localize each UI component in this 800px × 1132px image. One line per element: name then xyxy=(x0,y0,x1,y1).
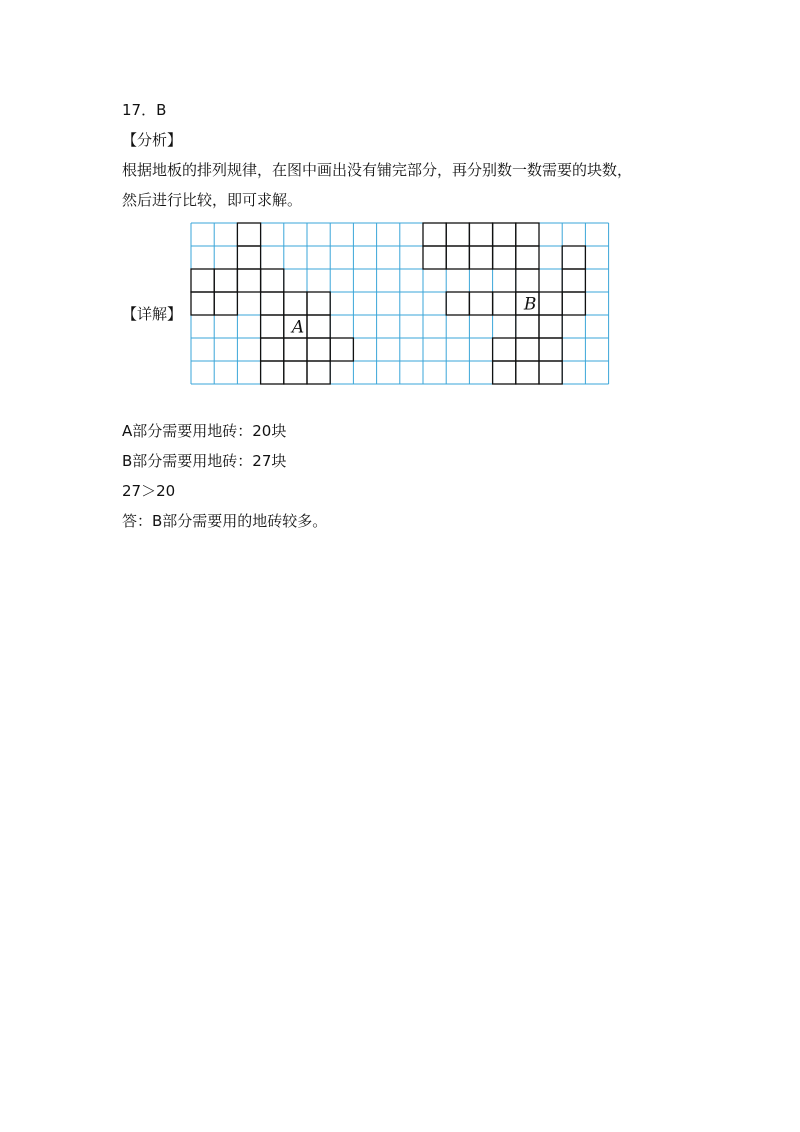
shape-a-tile xyxy=(261,361,284,384)
analysis-text-line-1: 根据地板的排列规律，在图中画出没有铺完部分，再分别数一数需要的块数， xyxy=(122,161,633,179)
shape-b-tile xyxy=(446,246,469,269)
shape-b-tile xyxy=(493,361,516,384)
shape-a-tile xyxy=(261,315,284,338)
shape-a-tile xyxy=(191,292,214,315)
shape-a-tile xyxy=(237,269,260,292)
shape-b-tile xyxy=(539,315,562,338)
detail-label: 【详解】 xyxy=(122,305,183,323)
shape-a-tile xyxy=(237,246,260,269)
shape-a-tile xyxy=(261,269,284,292)
shape-b-tile xyxy=(493,223,516,246)
shape-a-tile xyxy=(191,269,214,292)
shape-b-tile xyxy=(516,246,539,269)
shape-b-tile xyxy=(539,338,562,361)
answer-line-a: A部分需要用地砖：20块 xyxy=(122,422,287,440)
analysis-label: 【分析】 xyxy=(122,131,183,149)
shape-b-tile xyxy=(493,246,516,269)
shape-a-tile xyxy=(307,315,330,338)
shape-a-tile xyxy=(307,292,330,315)
shape-a-label: A xyxy=(291,317,305,338)
conclusion-line: 答：B部分需要用的地砖较多。 xyxy=(122,512,328,530)
tile-grid-figure xyxy=(190,222,610,388)
shape-b-tile xyxy=(516,269,539,292)
shape-b-tile xyxy=(469,223,492,246)
shape-b-label: B xyxy=(523,294,537,315)
shape-a-tile xyxy=(261,292,284,315)
answer-line-b: B部分需要用地砖：27块 xyxy=(122,452,287,470)
shape-b-tile xyxy=(446,292,469,315)
question-number: 17．B xyxy=(122,101,167,119)
shape-a-tile xyxy=(284,292,307,315)
shape-b-tile xyxy=(539,361,562,384)
shape-b-tile xyxy=(423,223,446,246)
shape-b-tile xyxy=(539,292,562,315)
shape-b-tile xyxy=(469,246,492,269)
shape-b-tile xyxy=(469,292,492,315)
shape-b-tile xyxy=(516,338,539,361)
shape-a-tile xyxy=(214,269,237,292)
shape-b-tile xyxy=(516,315,539,338)
shape-b-tile xyxy=(562,292,585,315)
shape-b-tile xyxy=(493,338,516,361)
shape-b-tile xyxy=(516,361,539,384)
shape-a-tile xyxy=(214,292,237,315)
shape-b-tile xyxy=(562,246,585,269)
shape-b-tile xyxy=(446,223,469,246)
comparison-line: 27＞20 xyxy=(122,482,176,500)
shape-a-tile xyxy=(307,338,330,361)
shape-a-tile xyxy=(330,338,353,361)
shape-a-tile xyxy=(284,361,307,384)
shape-b-tile xyxy=(516,223,539,246)
shape-a-tile xyxy=(237,223,260,246)
shape-a-tile xyxy=(307,361,330,384)
shape-a-tile xyxy=(261,338,284,361)
grid-lines xyxy=(191,223,609,384)
shape-b-tile xyxy=(423,246,446,269)
shape-b-tile xyxy=(493,292,516,315)
shape-a-tile xyxy=(284,338,307,361)
analysis-text-line-2: 然后进行比较，即可求解。 xyxy=(122,191,303,209)
shape-b-tile xyxy=(562,269,585,292)
